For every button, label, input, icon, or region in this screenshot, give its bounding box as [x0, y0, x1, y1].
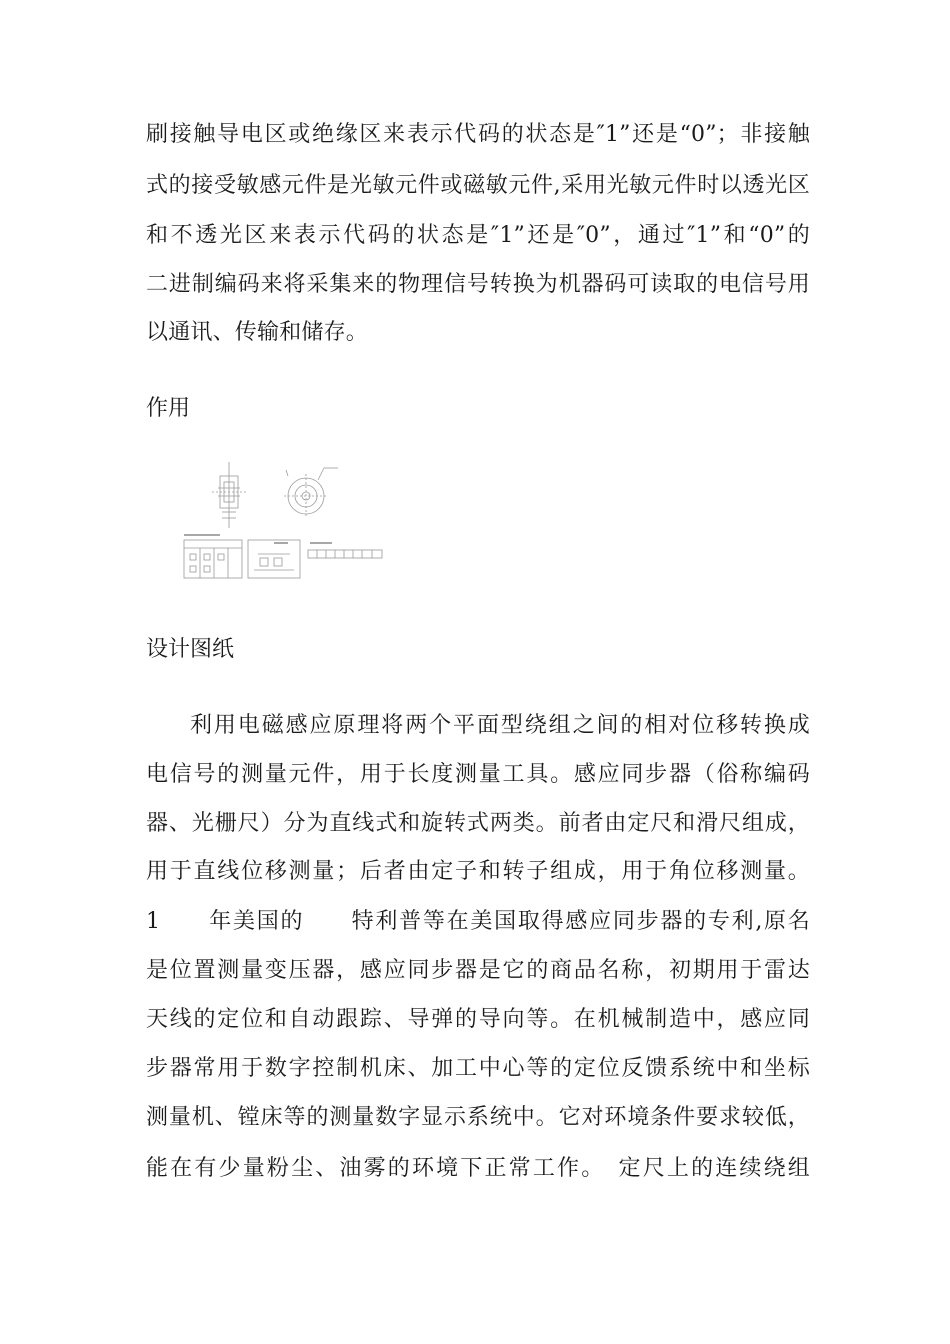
paragraph2-line-1: 利用电磁感应原理将两个平面型绕组之间的相对位移转换成 [190, 713, 810, 738]
paragraph1-line-2: 式的接受敏感元件是光敏元件或磁敏元件,采用光敏元件时以透光区 [146, 173, 810, 198]
paragraph2-line-4: 用于直线位移测量；后者由定子和转子组成，用于角位移测量。 [146, 859, 810, 884]
paragraph2-line-9: 测量机、镗床等的测量数字显示系统中。它对环境条件要求较低， [146, 1105, 810, 1130]
paragraph1-line-1: 刷接触导电区或绝缘区来表示代码的状态是″1”还是“0”；非接触 [146, 122, 810, 147]
paragraph2-line-5: 1 年美国的 特利普等在美国取得感应同步器的专利,原名 [146, 909, 810, 934]
paragraph2-line-3: 器、光栅尺）分为直线式和旋转式两类。前者由定尺和滑尺组成， [146, 811, 810, 836]
paragraph2-line-2: 电信号的测量元件，用于长度测量工具。感应同步器（俗称编码 [146, 762, 810, 787]
paragraph1-line-4: 二进制编码来将采集来的物理信号转换为机器码可读取的电信号用 [146, 272, 810, 297]
paragraph1-line-3: 和不透光区来表示代码的状态是″1”还是″0”，通过″1”和“0”的 [146, 223, 810, 248]
paragraph2-line-6: 是位置测量变压器，感应同步器是它的商品名称，初期用于雷达 [146, 958, 810, 983]
paragraph2-line-7: 天线的定位和自动跟踪、导弹的导向等。在机械制造中，感应同 [146, 1007, 810, 1032]
section-heading-function: 作用 [146, 396, 191, 421]
paragraph2-line-10: 能在有少量粉尘、油雾的环境下正常工作。 定尺上的连续绕组 [146, 1156, 810, 1181]
design-drawing-image [178, 458, 388, 584]
paragraph2-line-8: 步器常用于数字控制机床、加工中心等的定位反馈系统中和坐标 [146, 1056, 810, 1081]
section-heading-design-drawings: 设计图纸 [146, 637, 235, 662]
paragraph1-line-5: 以通讯、传输和储存。 [146, 320, 369, 345]
